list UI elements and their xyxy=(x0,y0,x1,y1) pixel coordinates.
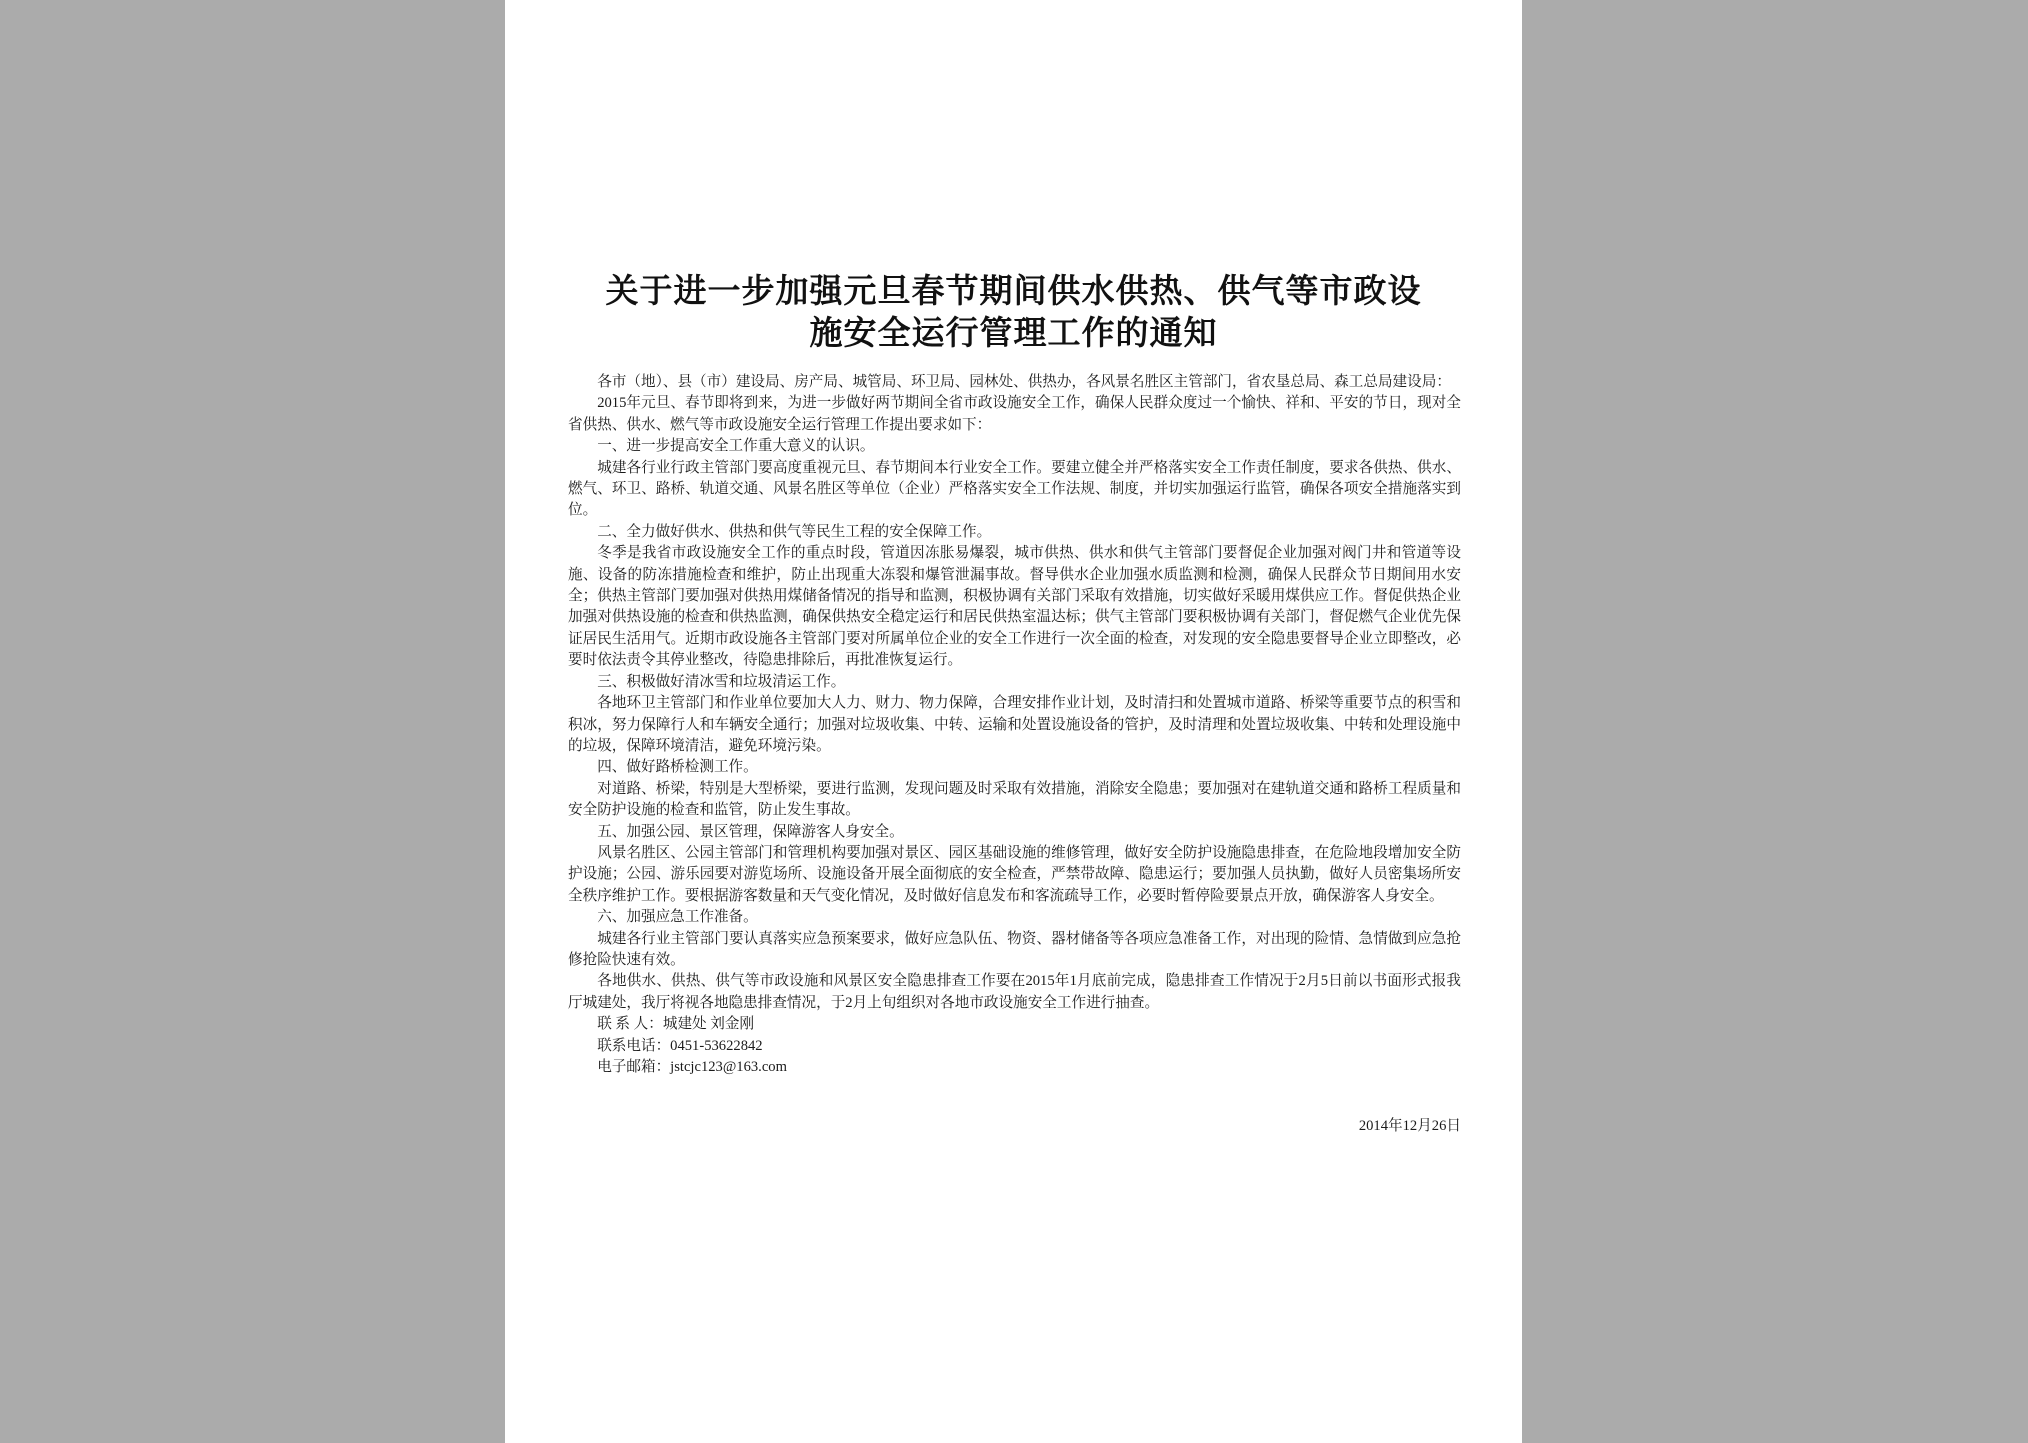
contact-person: 联 系 人：城建处 刘金刚 xyxy=(597,1016,755,1033)
title-line-1: 关于进一步加强元旦春节期间供水供热、供气等市政设 xyxy=(605,271,1422,310)
closing-paragraph: 各地供水、供热、供气等市政设施和风景区安全隐患排查工作要在2015年1月底前完成，隐患排查工作情况于2月5日前以书面形式报我厅城建处，我厅将视各地隐患排查情况，于2月上旬组织对各地市政设施安全工作进行抽查。 xyxy=(568,973,1461,1011)
section-heading-1: 一、进一步提高安全工作重大意义的认识。 xyxy=(597,438,875,455)
section-body-6: 城建各行业主管部门要认真落实应急预案要求，做好应急队伍、物资、器材储备等各项应急准备工作，对出现的险情、急情做到应急抢修抢险快速有效。 xyxy=(568,930,1461,968)
document-title xyxy=(545,270,1482,354)
section-heading-6: 六、加强应急工作准备。 xyxy=(597,909,758,926)
section-body-3: 各地环卫主管部门和作业单位要加大人力、财力、物力保障，合理安排作业计划，及时清扫和处置城市道路、桥梁等重要节点的积雪和积冰，努力保障行人和车辆安全通行；加强对垃圾收集、中转、运输和处置设施设备的管护，及时清理和处置垃圾收集、中转和处理设施中的垃圾，保障环境清洁，避免环境污染。 xyxy=(568,695,1461,754)
salutation: 各市（地）、县（市）建设局、房产局、城管局、环卫局、园林处、供热办，各风景名胜区主管部门，省农垦总局、森工总局建设局： xyxy=(597,374,1451,390)
section-body-1: 城建各行业行政主管部门要高度重视元旦、春节期间本行业安全工作。要建立健全并严格落实安全工作责任制度，要求各供热、供水、燃气、环卫、路桥、轨道交通、风景名胜区等单位（企业）严格落实安全工作法规、制度，并切实加强运行监管，确保各项安全措施落实到位。 xyxy=(568,459,1461,519)
section-heading-2: 二、全力做好供水、供热和供气等民生工程的安全保障工作。 xyxy=(597,523,992,540)
section-heading-5: 五、加强公园、景区管理，保障游客人身安全。 xyxy=(597,823,904,840)
section-body-4: 对道路、桥梁，特别是大型桥梁，要进行监测，发现问题及时采取有效措施，消除安全隐患；要加强对在建轨道交通和路桥工程质量和安全防护设施的检查和监管，防止发生事故。 xyxy=(568,780,1461,819)
section-body-5: 风景名胜区、公园主管部门和管理机构要加强对景区、园区基础设施的维修管理，做好安全防护设施隐患排查，在危险地段增加安全防护设施；公园、游乐园要对游览场所、设施设备开展全面彻底的安全检查，严禁带故障、隐患运行；要加强人员执勤，做好人员密集场所安全秩序维护工作。要根据游客数量和天气变化情况，及时做好信息发布和客流疏导工作，必要时暂停险要景点开放，确保游客人身安全。 xyxy=(568,844,1461,904)
contact-email: 电子邮箱：jstcjc123@163.com xyxy=(597,1059,787,1075)
section-heading-3: 三、积极做好清冰雪和垃圾清运工作。 xyxy=(597,673,846,690)
document-body xyxy=(568,372,1461,1078)
section-heading-4: 四、做好路桥检测工作。 xyxy=(597,759,758,776)
contact-phone: 联系电话：0451-53622842 xyxy=(597,1037,763,1054)
document-page xyxy=(505,0,1522,1443)
intro-paragraph: 2015年元旦、春节即将到来，为进一步做好两节期间全省市政设施安全工作，确保人民群众度过一个愉快、祥和、平安的节日，现对全省供热、供水、燃气等市政设施安全运行管理工作提出要求如下： xyxy=(568,395,1461,433)
section-body-2: 冬季是我省市政设施安全工作的重点时段，管道因冻胀易爆裂，城市供热、供水和供气主管部门要督促企业加强对阀门井和管道等设施、设备的防冻措施检查和维护，防止出现重大冻裂和爆管泄漏事故。督导供水企业加强水质监测和检测，确保人民群众节日期间用水安全；供热主管部门要加强对供热用煤储备情况的指导和监测，积极协调有关部门采取有效措施，切实做好采暖用煤供应工作。督促供热企业加强对供热设施的检查和供热监测，确保供热安全稳定运行和居民供热室温达标；供气主管部门要积极协调有关部门，督促燃气企业优先保证居民生活用气。近期市政设施各主管部门要对所属单位企业的安全工作进行一次全面的检查，对发现的安全隐患要督导企业立即整改，必要时依法责令其停业整改，待隐患排除后，再批准恢复运行。 xyxy=(568,545,1461,669)
title-line-2: 施安全运行管理工作的通知 xyxy=(809,313,1218,352)
document-date: 2014年12月26日 xyxy=(1358,1118,1461,1134)
